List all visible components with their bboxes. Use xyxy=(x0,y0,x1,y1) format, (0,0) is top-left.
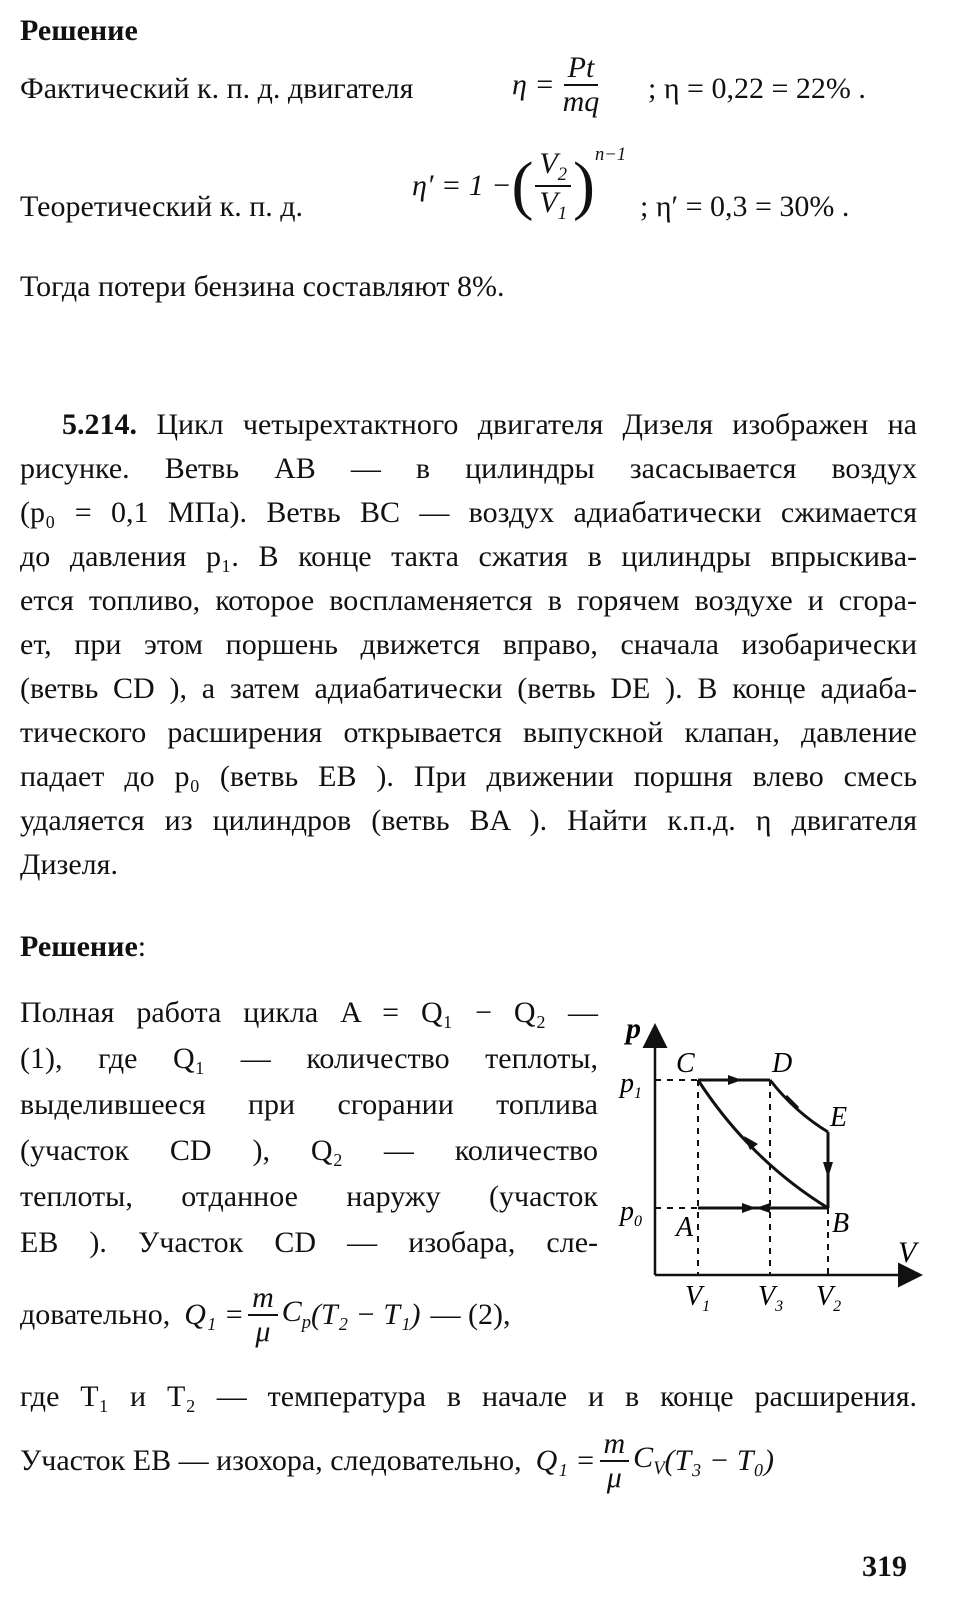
problem-number: 5.214. xyxy=(62,408,137,441)
eb-prefix: Участок EB — изохора, следовательно, xyxy=(20,1443,522,1477)
eb-fraction xyxy=(600,1428,630,1493)
actual-efficiency-label: Фактический к. п. д. двигателя xyxy=(20,72,414,105)
eb-lhs: Q₁ = xyxy=(535,1443,596,1477)
point-e-label: E xyxy=(830,1102,848,1133)
temperature-line: где T₁ и T₂ — температура в начале и в конце расширения. xyxy=(20,1380,917,1413)
eb-denominator: μ xyxy=(606,1460,622,1494)
branch-de xyxy=(770,1080,828,1132)
fuel-loss-text: Тогда потери бензина составляют 8%. xyxy=(20,270,505,303)
point-b-label: B xyxy=(832,1208,850,1239)
axis-v-label: V xyxy=(898,1236,917,1269)
branch-eb-arrow xyxy=(823,1162,833,1178)
eb-cv: C xyxy=(633,1441,654,1474)
q1-cp: C xyxy=(281,1295,302,1328)
actual-formula-fraction xyxy=(559,52,604,117)
solution-heading-2-text: Решение xyxy=(20,930,138,963)
problem-line-2: рисунке. Ветвь AB — в цилиндры засасывается воздух xyxy=(20,452,917,485)
theory-exponent: n−1 xyxy=(595,144,627,165)
theory-numerator-sub: 2 xyxy=(557,164,568,185)
v3-label: $V_3$ xyxy=(758,1281,784,1315)
branch-ab-arrow xyxy=(742,1203,756,1213)
problem-line-3: (p₀ = 0,1 МПа). Ветвь BC — воздух адиабатически сжимается xyxy=(20,496,917,529)
theory-denominator: V xyxy=(539,185,558,219)
theory-efficiency-result: ; η′ = 0,3 = 30% . xyxy=(640,190,850,223)
theory-efficiency-formula xyxy=(412,144,627,224)
problem-line-4: до давления p₁. В конце такта сжатия в цилиндры впрыскива- xyxy=(20,540,917,573)
point-d-label: D xyxy=(772,1048,793,1079)
q1-tail: — (2), xyxy=(430,1297,511,1331)
solution-heading-2-colon: : xyxy=(137,930,147,963)
diesel-cycle-pv-diagram xyxy=(600,1000,930,1330)
eb-cv-sub: V xyxy=(653,1458,665,1479)
problem-line-7: (ветвь CD ), а затем адиабатически (ветвь DE ). В конце адиаба- xyxy=(20,672,917,705)
theory-denominator-sub: 1 xyxy=(557,202,568,224)
q1-prefix: довательно, xyxy=(20,1297,171,1331)
branch-cd-arrow xyxy=(728,1075,742,1085)
right-paren: ) xyxy=(573,148,596,222)
eb-numerator: m xyxy=(600,1428,630,1462)
eb-temperature-diff: (T₃ − T₀) xyxy=(664,1443,774,1477)
point-c-label: C xyxy=(676,1048,695,1079)
actual-efficiency-formula xyxy=(512,52,607,117)
problem-line-5: ется топливо, которое воспламеняется в горячем воздухе и сгора- xyxy=(20,584,917,617)
solution-line-2: (1), где Q₁ — количество теплоты, xyxy=(20,1042,598,1075)
v1-label: $V_1$ xyxy=(685,1281,711,1315)
actual-formula-numerator: Pt xyxy=(564,52,599,86)
theory-numerator: V xyxy=(539,147,558,180)
solution-line-3: выделившееся при сгорании топлива xyxy=(20,1088,598,1121)
theory-formula-lhs: η′ = 1 − xyxy=(412,168,512,202)
axis-p-label: p xyxy=(626,1012,641,1045)
p1-label: $p_1$ xyxy=(620,1068,642,1102)
actual-efficiency-result: ; η = 0,22 = 22% . xyxy=(648,72,866,105)
page-number: 319 xyxy=(862,1550,907,1583)
q1-temperature-diff: (T₂ − T₁) xyxy=(311,1297,421,1331)
v2-label: $V_2$ xyxy=(816,1281,842,1315)
q1-lhs: Q₁ = xyxy=(184,1297,245,1331)
problem-line-9: падает до p₀ (ветвь EB ). При движении поршня влево смесь xyxy=(20,760,917,793)
p0-label: $p_0$ xyxy=(620,1196,642,1230)
problem-line-8: тического расширения открывается выпускной клапан, давление xyxy=(20,716,917,749)
problem-line-11: Дизеля. xyxy=(20,848,118,881)
solution-line-5: теплоты, отданное наружу (участок xyxy=(20,1180,598,1213)
q1-denominator: μ xyxy=(255,1314,271,1348)
q1-fraction xyxy=(248,1282,278,1347)
problem-line-1 xyxy=(62,408,917,442)
point-a-label: A xyxy=(676,1212,694,1243)
q1-numerator: m xyxy=(248,1282,278,1316)
branch-bc xyxy=(698,1080,828,1208)
q1-isobar-formula-line xyxy=(20,1282,510,1347)
q1-cp-sub: p xyxy=(301,1312,312,1333)
problem-line-10: удаляется из цилиндров (ветвь BA ). Найти к.п.д. η двигателя xyxy=(20,804,917,837)
theory-formula-fraction xyxy=(535,148,571,223)
theory-efficiency-label: Теоретический к. п. д. xyxy=(20,190,304,223)
problem-line-text: Цикл четырехтактного двигателя Дизеля изображен на xyxy=(156,408,917,441)
left-paren: ( xyxy=(511,148,534,222)
solution-line-6: EB ). Участок CD — изобара, сле- xyxy=(20,1226,598,1259)
solution-heading-1: Решение xyxy=(20,14,138,47)
actual-formula-denominator: mq xyxy=(562,84,600,118)
solution-line-4: (участок CD ), Q₂ — количество xyxy=(20,1134,598,1167)
branch-ba-arrow xyxy=(756,1203,770,1213)
actual-formula-lhs: η = xyxy=(512,67,555,101)
eb-isochore-formula-line xyxy=(20,1428,774,1493)
problem-line-6: ет, при этом поршень движется вправо, сначала изобарически xyxy=(20,628,917,661)
solution-heading-2 xyxy=(20,930,146,964)
solution-line-1: Полная работа цикла A = Q₁ − Q₂ — xyxy=(20,996,598,1029)
